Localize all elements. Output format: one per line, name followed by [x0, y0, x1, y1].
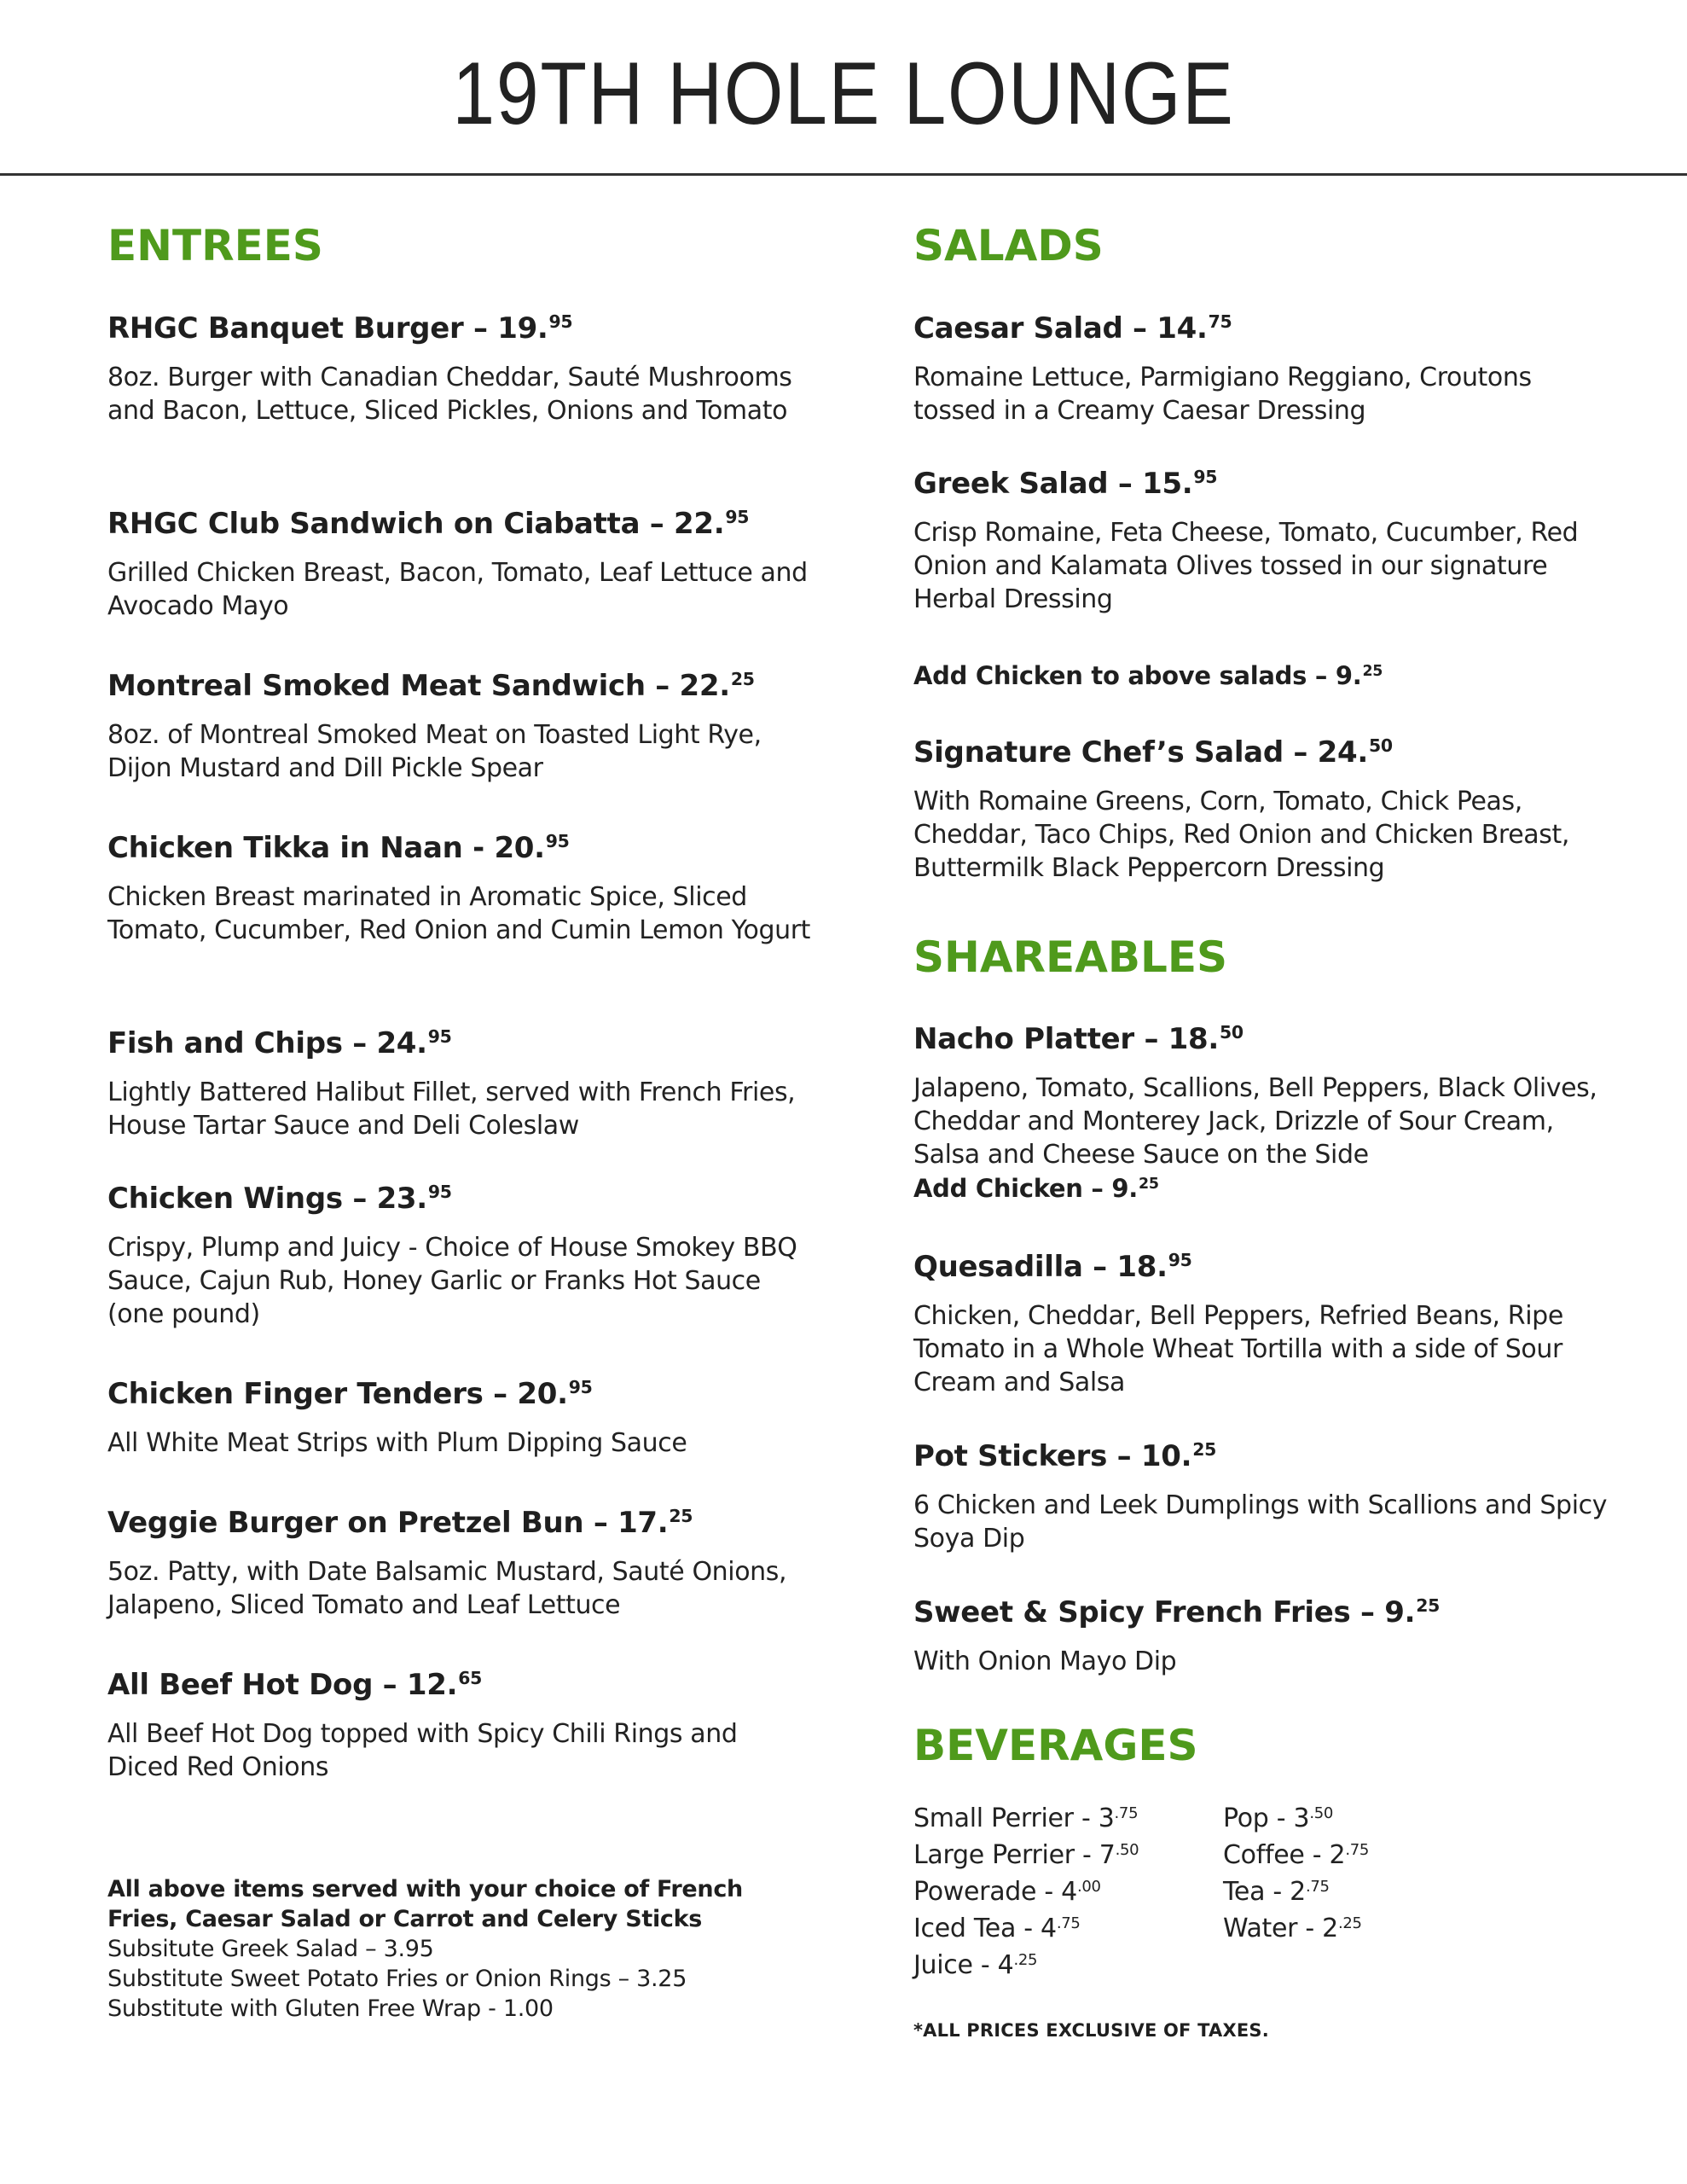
item-name	[107, 1027, 815, 1060]
item-description: With Onion Mayo Dip	[913, 1647, 1177, 1677]
substitution-line: Subsitute Greek Salad – 3.95	[107, 1936, 434, 1962]
beverage-item	[913, 1802, 1139, 1838]
salad-addon	[913, 662, 1621, 690]
beverage-name: Water - 2	[1223, 1914, 1338, 1943]
beverage-item	[913, 1949, 1139, 1985]
beverage-name: Pop - 3	[1223, 1804, 1310, 1833]
menu-item	[913, 1596, 1621, 1678]
substitution-line: Substitute with Gluten Free Wrap - 1.00	[107, 1995, 554, 2022]
item-name-text: Nacho Platter – 18.	[913, 1022, 1220, 1056]
addon-label: Add Chicken to above salads – 9.	[913, 661, 1362, 690]
item-description: 5oz. Patty, with Date Balsamic Mustard, Sauté Onions, Jalapeno, Sliced Tomato and Leaf Lettuce	[107, 1557, 787, 1621]
addon-label: Add Chicken – 9.	[913, 1174, 1139, 1204]
item-name	[107, 508, 815, 541]
beverage-price-cents: .50	[1309, 1804, 1334, 1823]
beverage-price-cents: .25	[1337, 1914, 1362, 1933]
beverage-price-cents: .75	[1345, 1841, 1370, 1860]
item-price-cents: 95	[545, 830, 570, 851]
beverages-column-1	[913, 1802, 1139, 1985]
item-description: 8oz. Burger with Canadian Cheddar, Sauté Mushrooms and Bacon, Lettuce, Sliced Pickles, Onions and Tomato	[107, 363, 792, 427]
item-description: Crisp Romaine, Feta Cheese, Tomato, Cucumber, Red Onion and Kalamata Olives tossed in our signature Herbal Dressing	[913, 518, 1579, 615]
beverage-price-cents: .75	[1056, 1914, 1081, 1933]
item-price-cents: 25	[669, 1505, 693, 1526]
item-name-text: RHGC Club Sandwich on Ciabatta – 22.	[107, 507, 725, 541]
beverage-name: Juice - 4	[913, 1950, 1014, 1980]
item-name	[107, 1182, 815, 1216]
item-name-text: Sweet & Spicy French Fries – 9.	[913, 1595, 1416, 1629]
item-price-cents: 95	[1168, 1249, 1192, 1270]
tax-note: *ALL PRICES EXCLUSIVE OF TAXES.	[913, 2020, 1269, 2041]
item-name	[913, 1023, 1621, 1056]
menu-item	[913, 1251, 1621, 1399]
item-name	[107, 1669, 815, 1702]
menu-item	[107, 1669, 815, 1784]
beverage-item	[1223, 1802, 1369, 1838]
sides-note: All above items served with your choice of French Fries, Caesar Salad or Carrot and Celery Sticks	[107, 1876, 743, 1932]
item-name-text: Montreal Smoked Meat Sandwich – 22.	[107, 669, 730, 703]
entrees-footnote	[107, 1874, 815, 2024]
section-heading-shareables: SHAREABLES	[913, 932, 1228, 982]
item-name-text: Veggie Burger on Pretzel Bun – 17.	[107, 1506, 669, 1540]
item-addon	[913, 1175, 1621, 1203]
item-description: All White Meat Strips with Plum Dipping Sauce	[107, 1428, 687, 1459]
menu-item	[107, 1507, 815, 1622]
item-price-cents: 95	[568, 1376, 593, 1397]
beverage-item	[913, 1912, 1139, 1949]
menu-item	[913, 1440, 1621, 1555]
item-name	[913, 312, 1621, 346]
item-price-cents: 95	[725, 506, 750, 527]
item-description: 6 Chicken and Leek Dumplings with Scallions and Spicy Soya Dip	[913, 1490, 1608, 1554]
item-name	[913, 736, 1621, 770]
beverage-item	[1223, 1838, 1369, 1875]
item-name-text: Chicken Finger Tenders – 20.	[107, 1377, 568, 1411]
item-name	[107, 1378, 815, 1411]
section-heading-beverages: BEVERAGES	[913, 1721, 1198, 1770]
beverage-price-cents: .75	[1305, 1878, 1330, 1896]
item-name-text: Greek Salad – 15.	[913, 467, 1193, 501]
menu-item	[913, 736, 1621, 885]
addon-price-cents: 25	[1139, 1175, 1159, 1193]
menu-item	[107, 832, 815, 947]
item-name	[107, 670, 815, 703]
item-description: Chicken Breast marinated in Aromatic Spice, Sliced Tomato, Cucumber, Red Onion and Cumin Lemon Yogurt	[107, 882, 811, 946]
item-name	[107, 312, 815, 346]
beverage-name: Iced Tea - 4	[913, 1914, 1057, 1943]
item-name-text: Pot Stickers – 10.	[913, 1439, 1192, 1473]
menu-item	[107, 1027, 815, 1142]
section-heading-salads: SALADS	[913, 221, 1104, 270]
item-name-text: Caesar Salad – 14.	[913, 311, 1208, 346]
item-description: Crispy, Plump and Juicy - Choice of House Smokey BBQ Sauce, Cajun Rub, Honey Garlic or Franks Hot Sauce (one pound)	[107, 1233, 797, 1330]
beverage-name: Powerade - 4	[913, 1877, 1077, 1907]
item-description: Chicken, Cheddar, Bell Peppers, Refried Beans, Ripe Tomato in a Whole Wheat Tortilla with a side of Sour Cream and Salsa	[913, 1301, 1563, 1398]
menu-item	[913, 1023, 1621, 1203]
item-price-cents: 95	[1193, 466, 1218, 487]
item-name-text: Fish and Chips – 24.	[107, 1026, 427, 1060]
menu-item	[107, 1378, 815, 1460]
header-divider	[0, 173, 1687, 176]
item-name	[913, 1251, 1621, 1284]
beverage-price-cents: .50	[1115, 1841, 1139, 1860]
beverage-name: Large Perrier - 7	[913, 1840, 1116, 1870]
menu-item	[913, 468, 1621, 616]
item-description: All Beef Hot Dog topped with Spicy Chili Rings and Diced Red Onions	[107, 1719, 738, 1783]
beverage-item	[1223, 1912, 1369, 1949]
page-title: 19TH HOLE LOUNGE	[452, 44, 1235, 143]
item-price-cents: 50	[1368, 735, 1393, 756]
item-price-cents: 95	[427, 1025, 452, 1047]
item-description: With Romaine Greens, Corn, Tomato, Chick Peas, Cheddar, Taco Chips, Red Onion and Chicken Breast, Buttermilk Black Peppercorn Dressing	[913, 787, 1569, 884]
item-description: Jalapeno, Tomato, Scallions, Bell Peppers, Black Olives, Cheddar and Monterey Jack, Drizzle of Sour Cream, Salsa and Cheese Sauce on the Side	[913, 1073, 1597, 1170]
beverage-item	[1223, 1875, 1369, 1912]
item-name-text: Quesadilla – 18.	[913, 1250, 1168, 1284]
beverage-price-cents: .25	[1013, 1951, 1038, 1970]
beverage-item	[913, 1838, 1139, 1875]
item-name	[913, 1440, 1621, 1473]
item-name-text: Chicken Wings – 23.	[107, 1182, 427, 1216]
beverage-name: Tea - 2	[1223, 1877, 1306, 1907]
item-price-cents: 50	[1220, 1021, 1244, 1043]
item-description: Romaine Lettuce, Parmigiano Reggiano, Croutons tossed in a Creamy Caesar Dressing	[913, 363, 1532, 427]
item-name	[913, 1596, 1621, 1629]
menu-item	[913, 312, 1621, 427]
item-description: Grilled Chicken Breast, Bacon, Tomato, Leaf Lettuce and Avocado Mayo	[107, 558, 808, 622]
item-price-cents: 65	[458, 1667, 483, 1688]
beverages-column-2	[1223, 1802, 1369, 1949]
item-description: Lightly Battered Halibut Fillet, served with French Fries, House Tartar Sauce and Deli Coleslaw	[107, 1077, 796, 1141]
item-name	[107, 832, 815, 865]
item-price-cents: 25	[730, 668, 755, 689]
substitution-line: Substitute Sweet Potato Fries or Onion Rings – 3.25	[107, 1966, 687, 1992]
item-price-cents: 25	[1416, 1594, 1441, 1616]
beverage-name: Small Perrier - 3	[913, 1804, 1115, 1833]
item-price-cents: 75	[1208, 311, 1232, 332]
item-price-cents: 25	[1192, 1438, 1216, 1460]
item-price-cents: 95	[427, 1181, 452, 1202]
beverage-price-cents: .00	[1076, 1878, 1101, 1896]
section-heading-entrees: ENTREES	[107, 221, 323, 270]
item-name-text: Signature Chef’s Salad – 24.	[913, 735, 1368, 770]
item-name	[913, 468, 1621, 501]
item-name-text: Chicken Tikka in Naan - 20.	[107, 831, 545, 865]
item-name-text: All Beef Hot Dog – 12.	[107, 1668, 458, 1702]
item-name-text: RHGC Banquet Burger – 19.	[107, 311, 548, 346]
menu-item	[107, 312, 815, 427]
item-price-cents: 95	[548, 311, 573, 332]
item-description: 8oz. of Montreal Smoked Meat on Toasted Light Rye, Dijon Mustard and Dill Pickle Spear	[107, 720, 762, 784]
beverage-price-cents: .75	[1114, 1804, 1139, 1823]
beverage-item	[913, 1875, 1139, 1912]
item-name	[107, 1507, 815, 1540]
menu-item	[107, 670, 815, 785]
menu-item	[107, 1182, 815, 1331]
menu-item	[107, 508, 815, 623]
addon-price-cents: 25	[1362, 662, 1383, 680]
beverage-name: Coffee - 2	[1223, 1840, 1346, 1870]
